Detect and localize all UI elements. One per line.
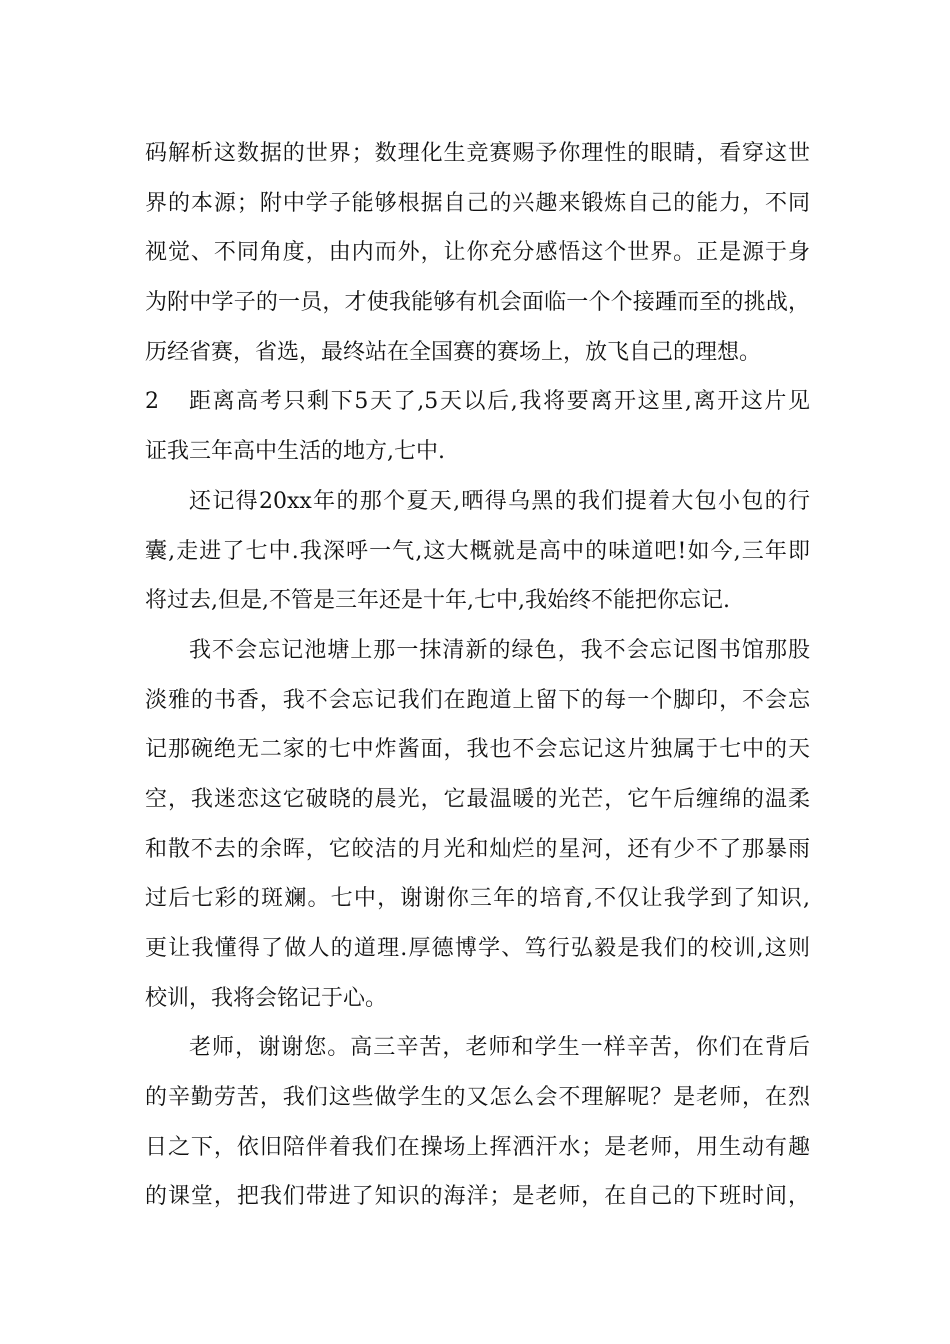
text-line: 还记得20xx年的那个夏天,晒得乌黑的我们提着大包小包的行 <box>189 488 810 514</box>
line-text: 距离高考只剩下5天了,5天以后,我将要离开这里,离开这片见 <box>189 389 810 415</box>
text-line <box>145 377 810 427</box>
text-line: 老师，谢谢您。高三辛苦，老师和学生一样辛苦，你们在背后 <box>189 1035 810 1061</box>
text-line: 界的本源；附中学子能够根据自己的兴趣来锻炼自己的能力，不同 <box>145 190 810 216</box>
text-line: 证我三年高中生活的地方,七中. <box>145 439 445 465</box>
paragraph <box>145 477 810 626</box>
paragraph <box>145 626 810 1024</box>
text-line: 视觉、不同角度，由内而外，让你充分感悟这个世界。正是源于身 <box>145 240 810 266</box>
text-line: 更让我懂得了做人的道理.厚德博学、笃行弘毅是我们的校训,这则 <box>145 936 810 961</box>
text-line: 囊,走进了七中.我深呼一气,这大概就是高中的味道吧!如今,三年即 <box>145 538 810 564</box>
paragraph <box>145 377 810 476</box>
paragraph <box>145 129 810 377</box>
section-number: 2 <box>145 389 159 415</box>
text-line: 为附中学子的一员，才使我能够有机会面临一个个接踵而至的挑战， <box>145 290 810 316</box>
text-line: 我不会忘记池塘上那一抹清新的绿色，我不会忘记图书馆那股 <box>189 637 810 663</box>
text-line: 历经省赛，省选，最终站在全国赛的赛场上，放飞自己的理想。 <box>145 339 762 365</box>
paragraph <box>145 1023 810 1222</box>
text-line: 将过去,但是,不管是三年还是十年,七中,我始终不能把你忘记. <box>145 588 730 614</box>
text-line: 过后七彩的斑斓。七中，谢谢你三年的培育,不仅让我学到了知识, <box>145 886 810 912</box>
text-line: 的课堂，把我们带进了知识的海洋；是老师，在自己的下班时间， <box>145 1184 810 1210</box>
text-line: 码解析这数据的世界；数理化生竞赛赐予你理性的眼睛，看穿这世 <box>145 141 810 166</box>
text-line: 的辛勤劳苦，我们这些做学生的又怎么会不理解呢？是老师，在烈 <box>145 1085 810 1111</box>
text-line: 记那碗绝无二家的七中炸酱面，我也不会忘记这片独属于七中的天 <box>145 737 810 763</box>
text-line: 校训，我将会铭记于心。 <box>145 985 388 1011</box>
text-line: 淡雅的书香，我不会忘记我们在跑道上留下的每一个脚印，不会忘 <box>145 687 810 713</box>
document-body <box>145 129 810 1222</box>
text-line: 空，我迷恋这它破晓的晨光，它最温暖的光芒，它午后缠绵的温柔 <box>145 786 810 812</box>
text-line: 和散不去的余晖，它皎洁的月光和灿烂的星河，还有少不了那暴雨 <box>145 836 810 862</box>
text-line: 日之下，依旧陪伴着我们在操场上挥洒汗水；是老师，用生动有趣 <box>145 1134 810 1160</box>
